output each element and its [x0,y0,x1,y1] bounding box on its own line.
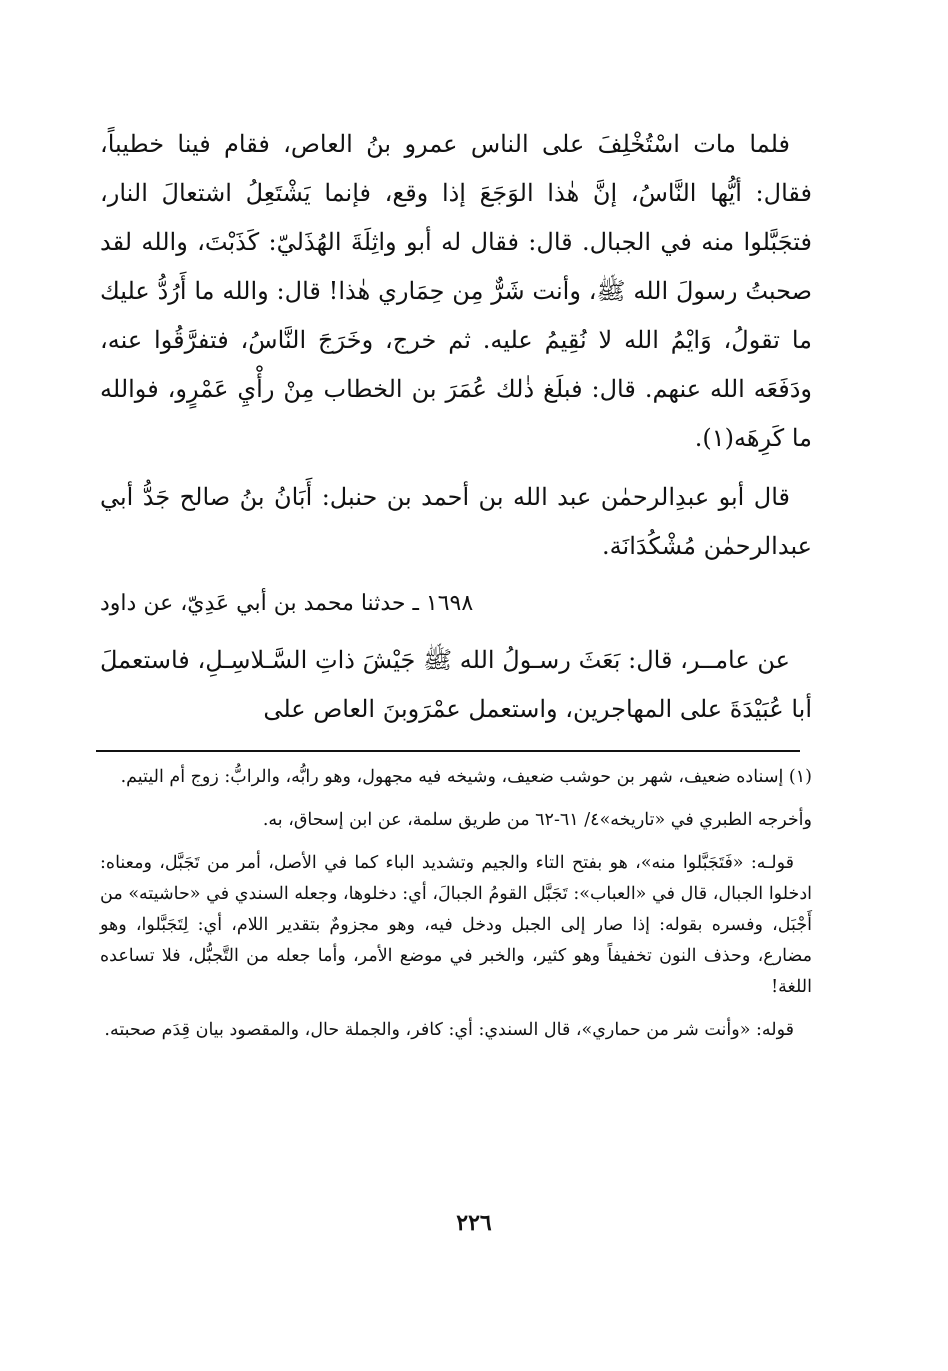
footnotes [100,762,812,1058]
body-paragraph: قال أبو عبدِالرحمٰن عبد الله بن أحمد بن حنبل: أَبَانُ بنُ صالح جَدُّ أبي عبدالرحمٰن مُشْكُدَانَة. [100,483,812,560]
footnote: قولـه: «فَتَجَبَّلوا منه»، هو بفتح التاء والجيم وتشديد الباء كما في الأصل، أمر من تَجَبَّل، ومعناه: ادخلوا الجبال، قال في «العباب»: تَجَبَّل القومُ الجبالَ، أي: دخلوها، وجعله السندي في «حاشيته» من أَجْبَل، وفسره بقوله: إذا صار إلى الجبل ودخل فيه، وهو مجزومٌ بتقدير اللام، أي: لِتَجَبَّلوا، وهو مضارع، وحذف النون تخفيفاً وهو كثير، والخبر في موضع الأمر، وأما جعله من التَّجبُّل، فلا تساعده اللغة! [100,853,812,997]
footnote: قوله: «وأنت شر من حماري»، قال السندي: أي: كافر، والجملة حال، والمقصود بيان قِدَم صحبته. [104,1020,794,1040]
footnote: (١) إسناده ضعيف، شهر بن حوشب ضعيف، وشيخه فيه مجهول، وهو رابُّه، والرابُّ: زوج أم اليتيم. [120,767,812,787]
body-paragraph: فلما مات اسْتُخْلِفَ على الناس عمرو بنُ العاص، فقام فينا خطيباً، فقال: أيُّها النَّاسُ، إنَّ هٰذا الوَجَعَ إذا وقع، فإنما يَشْتَعِلُ اشتعالَ النار، فتجَبَّلوا منه في الجبال. قال: فقال له أبو واثِلَةَ الهُذَليّ: كَذَبْتَ، والله لقد صحبتُ رسولَ الله ﷺ، وأنت شَرٌّ مِن حِمَاري هٰذا! قال: والله ما أَرُدُّ عليك ما تقولُ، وَايْمُ الله لا نُقِيمُ عليه. ثم خرج، وخَرَجَ النَّاسُ، فتفرَّقُوا عنه، ودَفَعَه الله عنهم. قال: فبلَغ ذٰلك عُمَرَ بن الخطاب مِنْ رأْيِ عَمْرٍو، فوالله ما كَرِهَه(١). [100,130,813,452]
hadith-heading: ١٦٩٨ ـ حدثنا محمد بن أبي عَدِيّ، عن داود [100,591,474,616]
page-number: ٢٢٦ [456,1210,492,1236]
body-paragraph: عن عامــر، قال: بَعَثَ رسـولُ الله ﷺ جَيْشَ ذاتِ السَّـلاسِـلِ، فاستعملَ أبا عُبَيْدَةَ على المهاجرين، واستعمل عمْرَوبنَ العاص على [100,646,812,723]
footnote-divider [96,750,800,752]
footnote: وأخرجه الطبري في «تاريخه»٤/ ٦١-٦٢ من طريق سلمة، عن ابن إسحاق، به. [262,810,812,830]
main-text [100,120,812,744]
